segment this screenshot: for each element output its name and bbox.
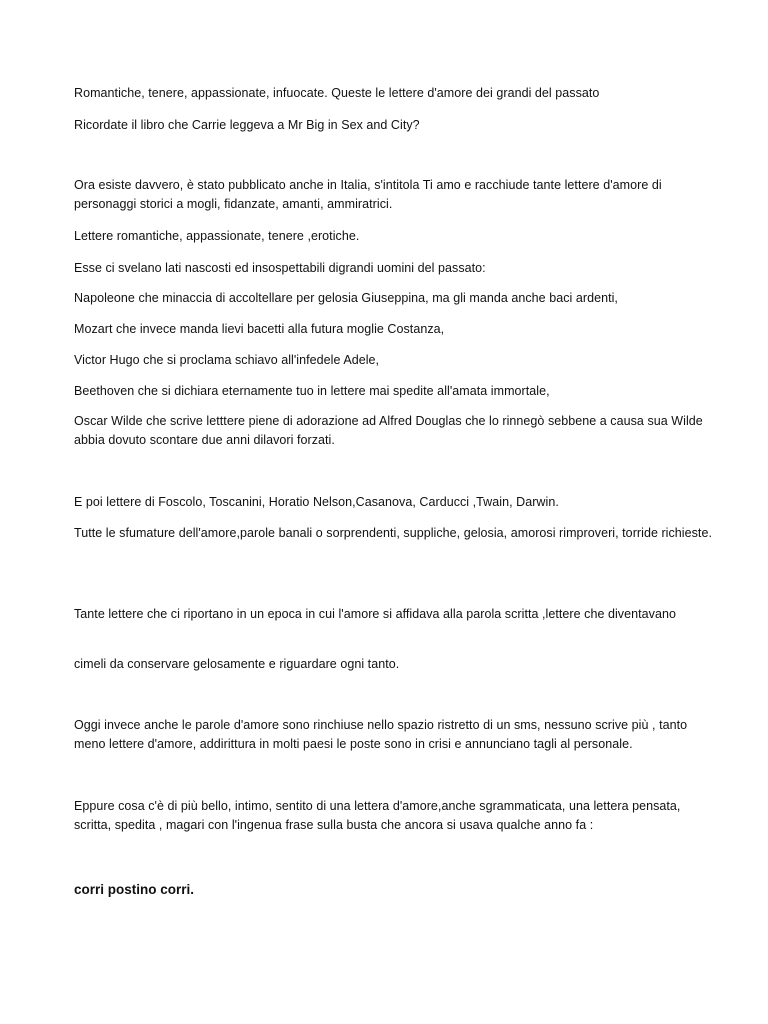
paragraph-letters-types: Lettere romantiche, appassionate, tenere ,erotiche.: [74, 229, 360, 243]
paragraph-question: Ricordate il libro che Carrie leggeva a Mr Big in Sex and City?: [74, 118, 420, 132]
paragraph-today-sms: Oggi invece anche le parole d'amore sono rinchiuse nello spazio ristretto di un sms, nessuno scrive più , tanto meno lettere d'amore, addirittura in molti paesi le poste sono in crisi e annunciano tagli al personale.: [74, 718, 688, 751]
paragraph-other-authors: E poi lettere di Foscolo, Toscanini, Horatio Nelson,Casanova, Carducci ,Twain, Darwin.: [74, 495, 559, 509]
paragraph-beauty-of-letters: Eppure cosa c'è di più bello, intimo, sentito di una lettera d'amore,anche sgrammaticata, una lettera pensata, scritta, spedita , magari con l'ingenua frase sulla busta che ancora si usava qualche anno fa :: [74, 799, 681, 832]
paragraph-keepsakes: cimeli da conservare gelosamente e riguardare ogni tanto.: [74, 657, 400, 671]
paragraph-book-published: Ora esiste davvero, è stato pubblicato anche in Italia, s'intitola Ti amo e racchiude tante lettere d'amore di personaggi storici a mogli, fidanzate, amanti, ammiratrici.: [74, 178, 662, 211]
paragraph-mozart: Mozart che invece manda lievi bacetti alla futura moglie Costanza,: [74, 322, 445, 336]
paragraph-intro: Romantiche, tenere, appassionate, infuocate. Queste le lettere d'amore dei grandi del passato: [74, 86, 600, 100]
paragraph-written-word: Tante lettere che ci riportano in un epoca in cui l'amore si affidava alla parola scritta ,lettere che diventavano: [74, 607, 676, 621]
paragraph-victor-hugo: Victor Hugo che si proclama schiavo all'infedele Adele,: [74, 353, 380, 367]
paragraph-shades-of-love: Tutte le sfumature dell'amore,parole banali o sorprendenti, suppliche, gelosia, amorosi rimproveri, torride richieste.: [74, 526, 712, 540]
paragraph-napoleone: Napoleone che minaccia di accoltellare per gelosia Giuseppina, ma gli manda anche baci ardenti,: [74, 291, 618, 305]
paragraph-oscar-wilde: Oscar Wilde che scrive letttere piene di adorazione ad Alfred Douglas che lo rinnegò sebbene a causa sua Wilde abbia dovuto scontare due anni dilavori forzati.: [74, 414, 703, 447]
paragraph-hidden-sides: Esse ci svelano lati nascosti ed insospettabili digrandi uomini del passato:: [74, 261, 486, 275]
closing-phrase: corri postino corri.: [74, 882, 195, 897]
paragraph-beethoven: Beethoven che si dichiara eternamente tuo in lettere mai spedite all'amata immortale,: [74, 384, 550, 398]
